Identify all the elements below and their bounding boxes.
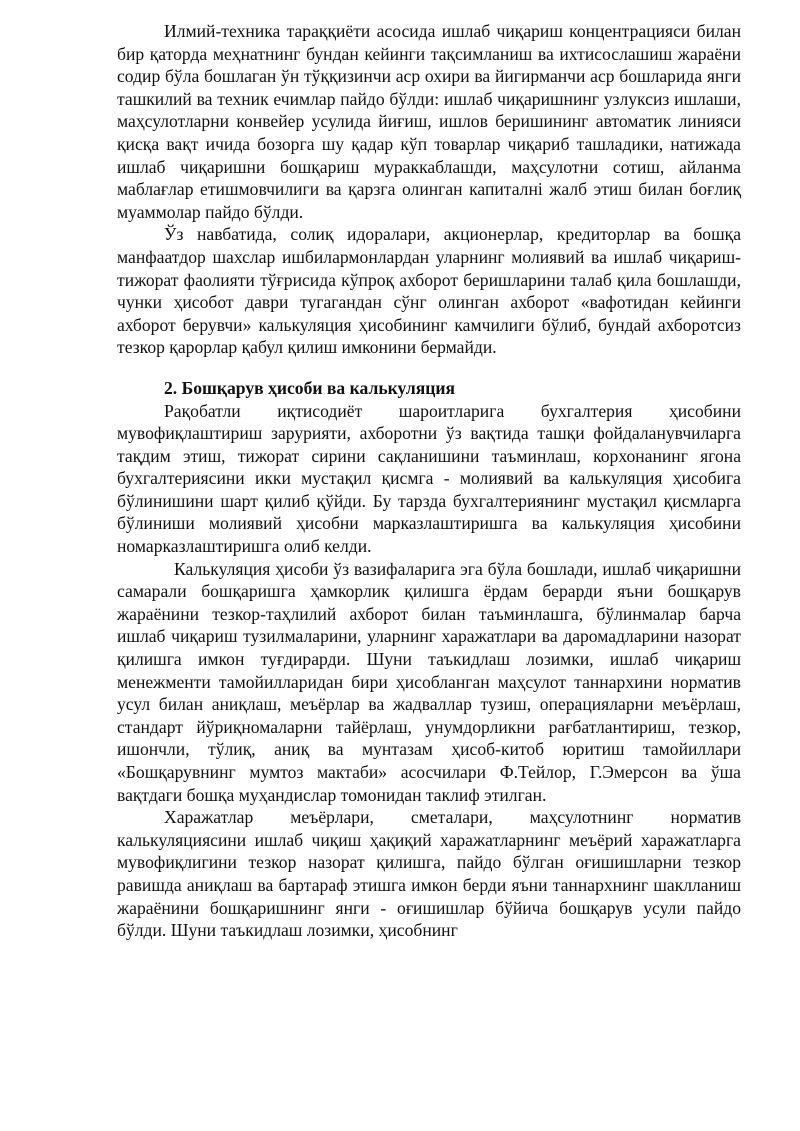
paragraph-5: Харажатлар меъёрлари, сметалари, маҳсулотнинг норматив калькуляциясини ишлаб чиқиш ҳақиқий харажатларнинг меъёрий харажатларга мувофиқлигини тезкор назорат қилишга, пайдо бўлган оғишишларни тезкор равишда аниқлаш ва бартараф этишга имкон берди яъни таннархнинг шаклланиш жараёнини бошқаришнинг янги - оғишишлар бўйича бошқарув усули пайдо бўлди. Шуни таъкидлаш лозимки, ҳисобнинг: [117, 807, 741, 941]
section-heading: 2. Бошқарув ҳисоби ва калькуляция: [164, 377, 456, 398]
paragraph-3: Рақобатли иқтисодиёт шароитларига бухгалтерия ҳисобини мувофиқлаштириш зарурияти, ахборотни ўз вақтида ташқи фойдаланувчиларга тақдим этиш, тижорат сирини сақланишини таъминлаш, корхонанинг ягона бухгалтериясини икки мустақил қисмга - молиявий ва калькуляция ҳисобига бўлинишини шарт қилиб қўйди. Бу тарзда бухгалтериянинг мустақил қисмларга бўлиниши молиявий ҳисобни марказлаштиришга ва калькуляция ҳисобини номарказлаштиришга олиб келди.: [117, 400, 741, 557]
paragraph-1: Илмий-техника тараққиёти асосида ишлаб чиқариш концентрацияси билан бир қаторда меҳнатнинг бундан кейинги тақсимланиш ва ихтисослашиш жараёни содир бўла бошлаган ўн тўққизинчи аср охири ва йигирманчи аср бошларида янги ташкилий ва техник ечимлар пайдо бўлди: ишлаб чиқаришнинг узлуксиз ишлаши, маҳсулотларни конвейер усулида йиғиш, ишлов беришининг автоматик линияси қисқа вақт ичида бозорга шу қадар кўп товарлар чиқариб ташладики, натижада ишлаб чиқаришни бошқариш мураккаблашди, маҳсулотни сотиш, айланма маблағлар етишмовчилиги ва қарзга олинган капиталнi жалб этиш билан боғлиқ муаммолар пайдо бўлди.: [117, 21, 741, 222]
document-page: [117, 20, 741, 942]
paragraph-4: Калькуляция ҳисоби ўз вазифаларига эга бўла бошлади, ишлаб чиқаришни самарали бошқаришга ҳамкорлик қилишга ёрдам берарди яъни бошқарув жараёнини тезкор-таҳлилий ахборот билан таъминлашга, бўлинмалар барча ишлаб чиқариш тузилмаларини, уларнинг харажатлари ва даромадларини назорат қилишга имкон туғдирарди. Шуни таъкидлаш лозимки, ишлаб чиқариш менежменти тамойилларидан бири ҳисобланган маҳсулот таннархини норматив усул билан аниқлаш, меъёрлар ва жадваллар тузиш, операцияларни меъёрлаш, стандарт йўриқномаларни тайёрлаш, унумдорликни рағбатлантириш, тезкор, ишончли, тўлиқ, аниқ ва мунтазам ҳисоб-китоб юритиш тамойиллари «Бошқарувнинг мумтоз мактаби» асосчилари Ф.Тейлор, Г.Эмерсон ва ўша вақтдаги бошқа муҳандислар томонидан таклиф этилган.: [117, 558, 741, 805]
paragraph-2: Ўз навбатида, солиқ идоралари, акционерлар, кредиторлар ва бошқа манфаатдор шахслар ишбилармонлардан уларнинг молиявий ва ишлаб чиқариш-тижорат фаолияти тўғрисида кўпроқ ахборот беришларини талаб қила бошлашди, чунки ҳисобот даври тугагандан сўнг олинган ахборот «вафотидан кейинги ахборот берувчи» калькуляция ҳисобининг камчилиги бўлиб, бундай ахборотсиз тезкор қарорлар қабул қилиш имконини бермайди.: [117, 224, 741, 358]
